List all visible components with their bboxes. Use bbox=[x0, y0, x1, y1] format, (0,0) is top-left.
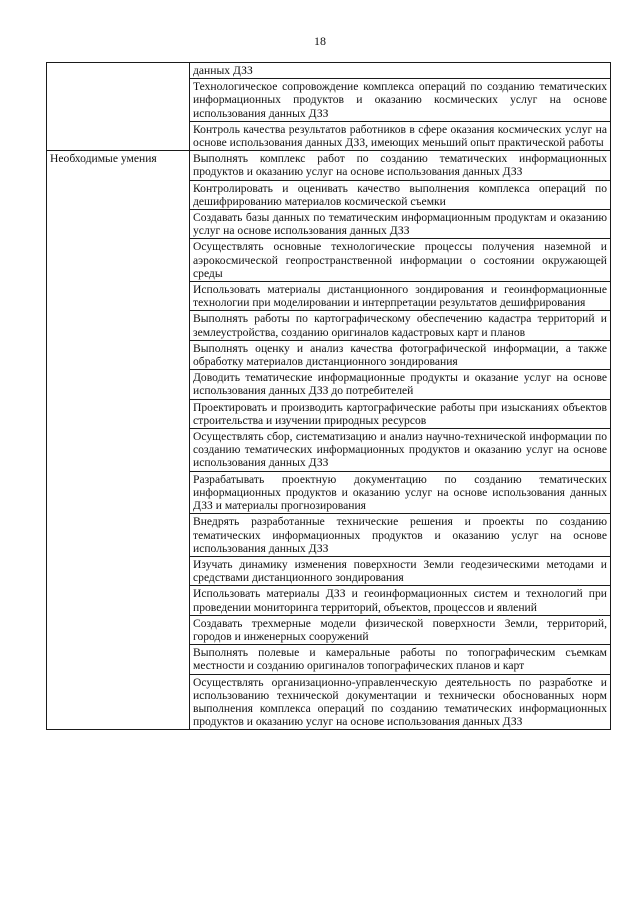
skill-cell: Выполнять оценку и анализ качества фотографической информации, а также обработку материалов дистанционного зондирования bbox=[190, 340, 611, 369]
skill-cell: Использовать материалы ДЗЗ и геоинформационных систем и технологий при проведении мониторинга территорий, объектов, процессов и явлений bbox=[190, 586, 611, 615]
continuation-cell: Технологическое сопровождение комплекса операций по созданию тематических информационных продуктов и оказанию космических услуг на основе использования данных ДЗЗ bbox=[190, 79, 611, 122]
empty-label-cell bbox=[47, 63, 190, 151]
page-number: 18 bbox=[314, 34, 326, 48]
skills-label: Необходимые умения bbox=[47, 151, 190, 730]
skill-cell: Внедрять разработанные технические решения и проекты по созданию тематических информационных продуктов и оказанию услуг на основе использования данных ДЗЗ bbox=[190, 514, 611, 557]
skill-cell: Осуществлять основные технологические процессы получения наземной и аэрокосмической геопространственной информации о состоянии окружающей среды bbox=[190, 239, 611, 282]
skill-cell: Осуществлять сбор, систематизацию и анализ научно-технической информации по созданию тематических информационных продуктов и оказанию услуг на основе использования данных ДЗЗ bbox=[190, 429, 611, 472]
skill-cell: Создавать базы данных по тематическим информационным продуктам и оказанию услуг на основе использования данных ДЗЗ bbox=[190, 210, 611, 239]
skill-cell: Выполнять комплекс работ по созданию тематических информационных продуктов и оказанию услуг на основе использования данных ДЗЗ bbox=[190, 151, 611, 180]
continuation-cell: Контроль качества результатов работников в сфере оказания космических услуг на основе использования данных ДЗЗ, имеющих меньший опыт практической работы bbox=[190, 121, 611, 150]
skill-cell: Проектировать и производить картографические работы при изысканиях объектов строительства и изучении природных ресурсов bbox=[190, 399, 611, 428]
skill-cell: Разрабатывать проектную документацию по созданию тематических информационных продуктов и оказанию услуг на основе использования данных ДЗЗ и материалы прогнозирования bbox=[190, 471, 611, 514]
skill-cell: Использовать материалы дистанционного зондирования и геоинформационные технологии при моделировании и интерпретации результатов дешифрирования bbox=[190, 282, 611, 311]
skill-cell: Контролировать и оценивать качество выполнения комплекса операций по дешифрированию материалов космической съемки bbox=[190, 180, 611, 209]
skill-cell: Изучать динамику изменения поверхности Земли геодезическими методами и средствами дистанционного зондирования bbox=[190, 556, 611, 585]
skill-cell: Осуществлять организационно-управленческую деятельность по разработке и использованию технической документации и технически обоснованных норм выполнения комплекса операций по созданию тематических информационных продуктов и оказанию услуг на основе использования данных ДЗЗ bbox=[190, 674, 611, 730]
skill-cell: Создавать трехмерные модели физической поверхности Земли, территорий, городов и инженерных сооружений bbox=[190, 615, 611, 644]
skill-cell: Выполнять работы по картографическому обеспечению кадастра территорий и землеустройства, созданию оригиналов кадастровых карт и планов bbox=[190, 311, 611, 340]
skill-cell: Доводить тематические информационные продукты и оказание услуг на основе использования данных ДЗЗ до потребителей bbox=[190, 370, 611, 399]
table-row bbox=[47, 63, 611, 79]
table-row bbox=[47, 151, 611, 180]
requirements-table bbox=[46, 62, 611, 730]
skill-cell: Выполнять полевые и камеральные работы по топографическим съемкам местности и созданию оригиналов топографических планов и карт bbox=[190, 645, 611, 674]
continuation-cell: данных ДЗЗ bbox=[190, 63, 611, 79]
